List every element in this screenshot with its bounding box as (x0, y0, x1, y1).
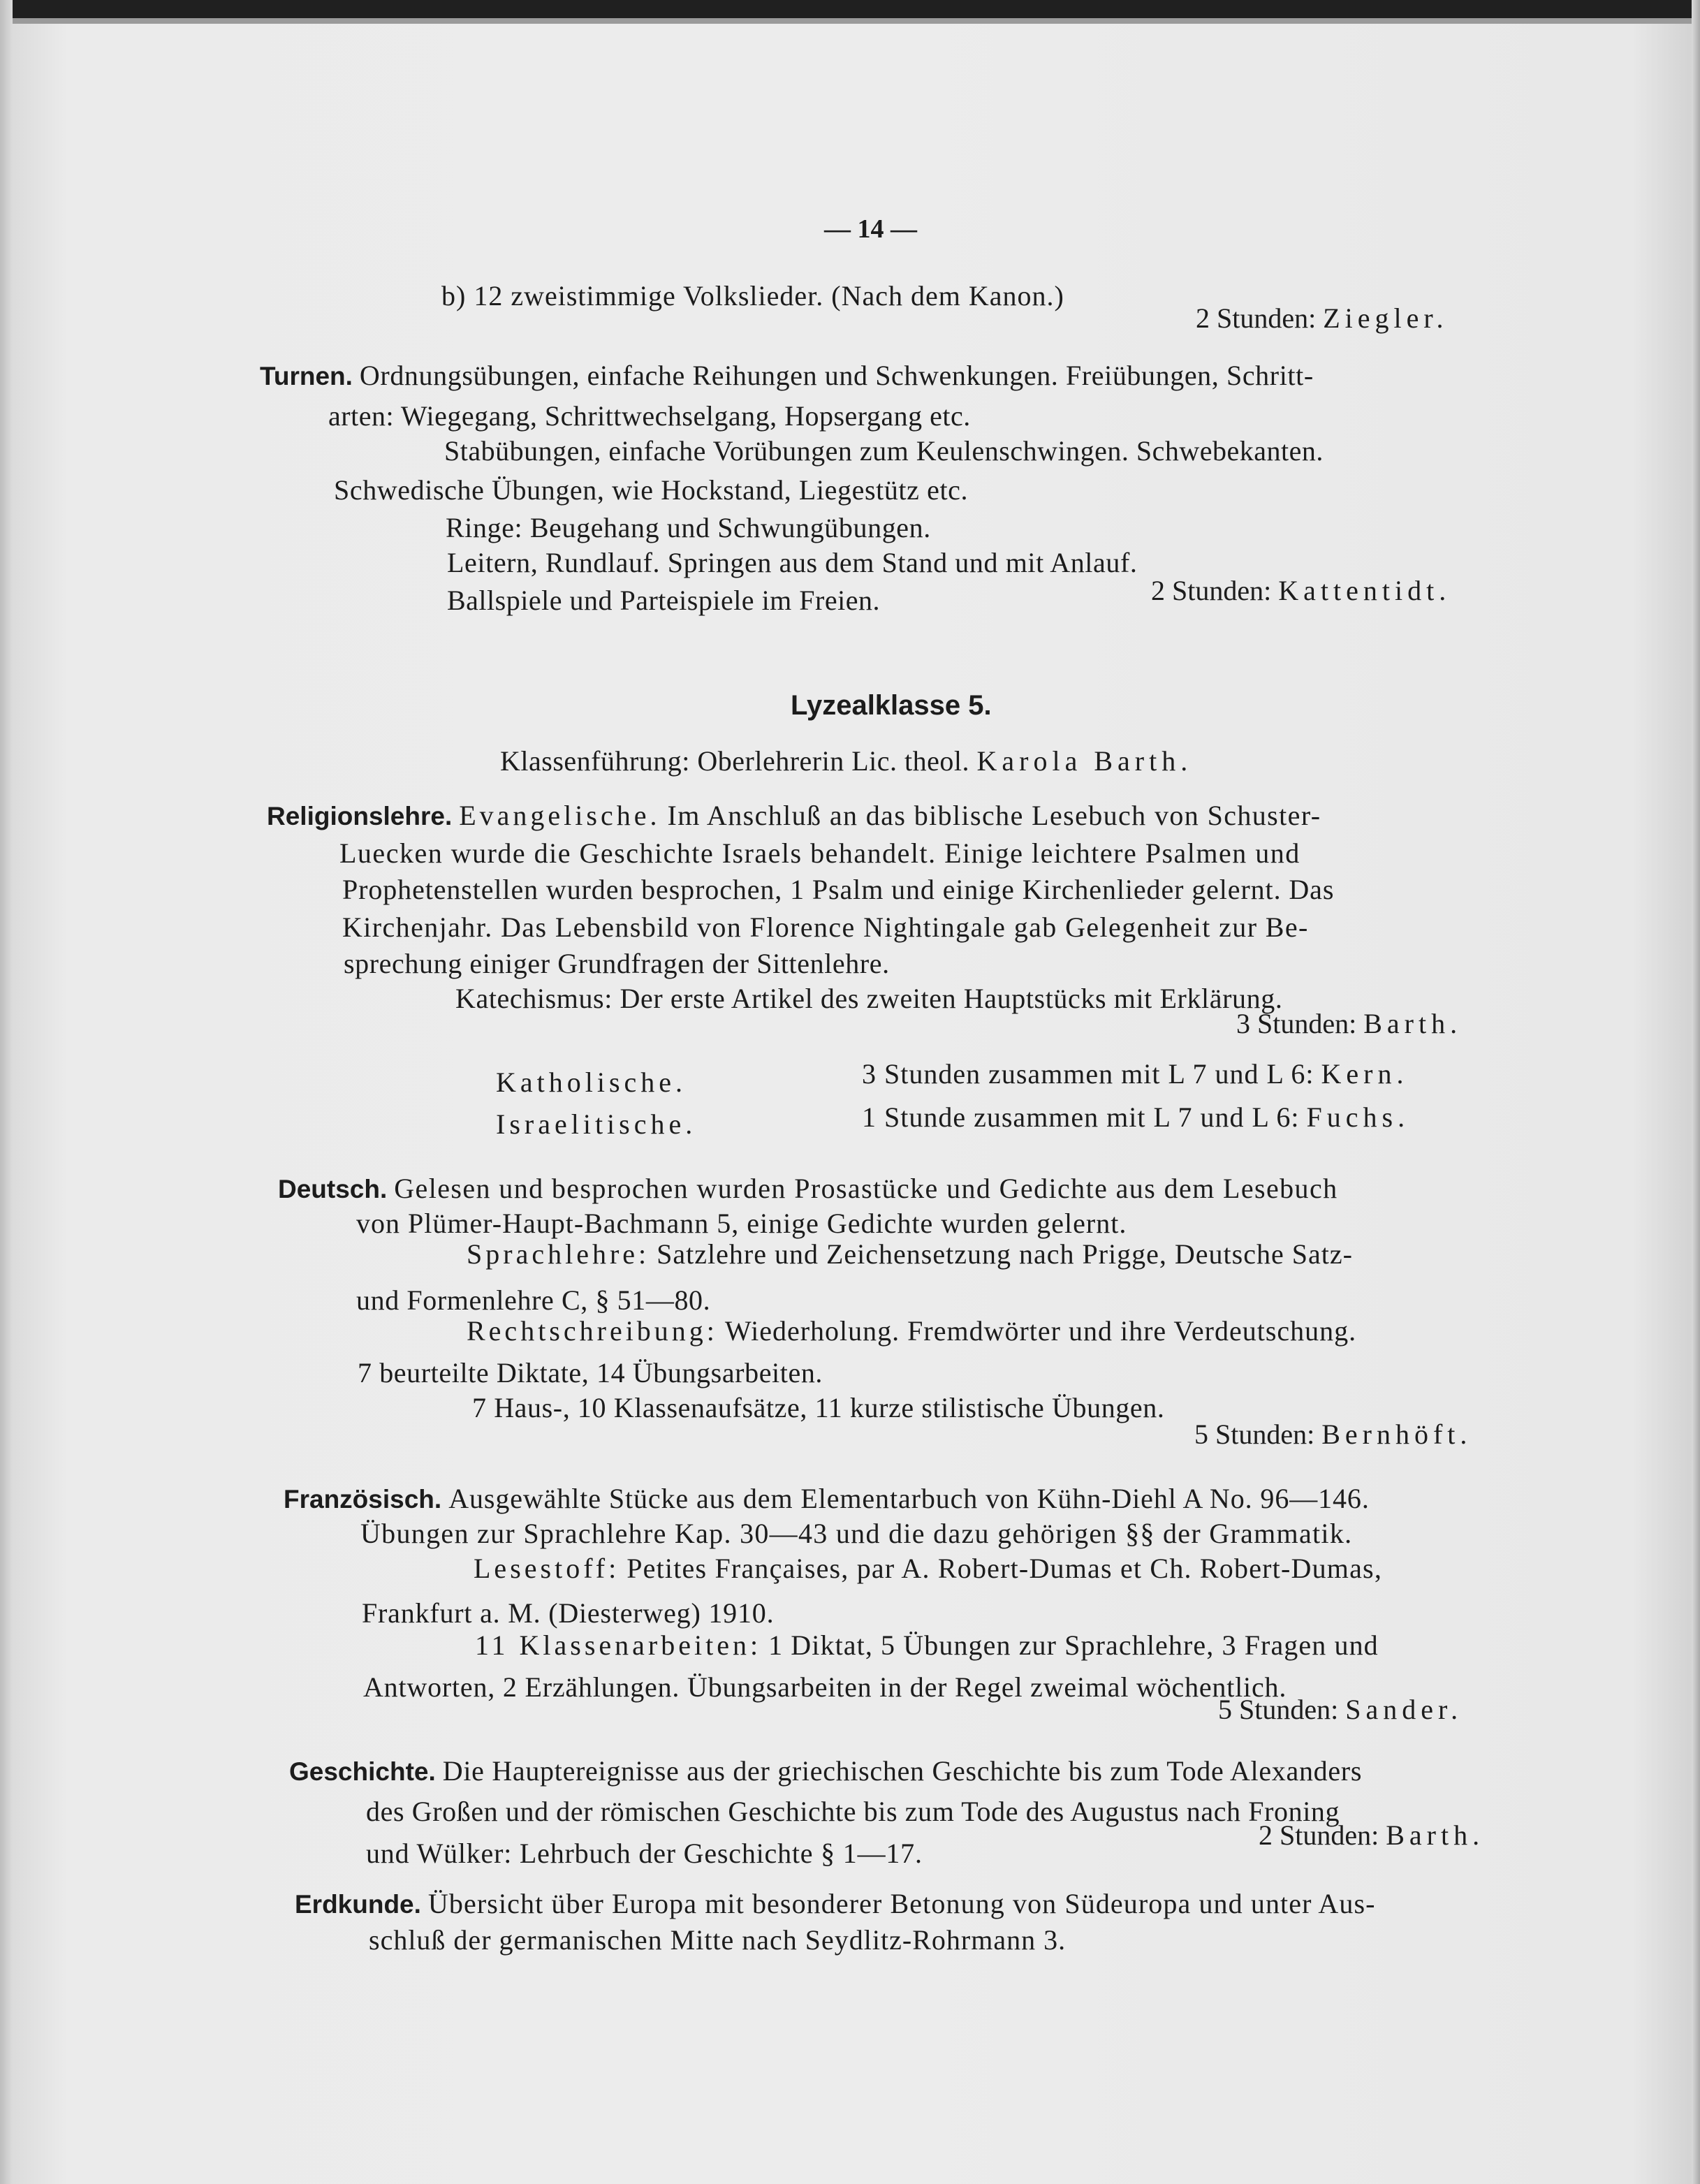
turnen-line-1 (260, 358, 1314, 395)
religion-line-6: Katechismus: Der erste Artikel des zweiten Hauptstücks mit Erklärung. (455, 983, 1283, 1014)
religion-sub: Evangelische. (459, 800, 661, 831)
geschichte-text: Die Hauptereignisse aus der griechischen Geschichte bis zum Tode Alexanders (442, 1755, 1363, 1787)
franz-heading: Französisch. (284, 1485, 442, 1514)
section-title: Lyzealklasse 5. (791, 690, 992, 721)
deutsch-line-7: 7 Haus-, 10 Klassenaufsätze, 11 kurze stilistische Übungen. (472, 1392, 1165, 1423)
teacher-name: Kattentidt. (1278, 575, 1451, 606)
franz-text: 1 Diktat, 5 Übungen zur Sprachlehre, 3 Fragen und (768, 1629, 1379, 1661)
religion-heading: Religionslehre. (267, 802, 453, 830)
leader-name: Karola Barth. (976, 745, 1193, 777)
franz-line-4: Frankfurt a. M. (Diesterweg) 1910. (362, 1597, 775, 1629)
geschichte-line-2: des Großen und der römischen Geschichte bis zum Tode des Augustus nach Froning (366, 1796, 1340, 1827)
scan-right-edge (1692, 0, 1700, 2184)
deutsch-hours (1194, 1416, 1472, 1453)
leader-label: Klassenführung: Oberlehrerin Lic. theol. (500, 745, 970, 777)
religion-line-3: Prophetenstellen wurden besprochen, 1 Psalm und einige Kirchenlieder gelernt. Das (342, 874, 1335, 905)
franz-line-6: Antworten, 2 Erzählungen. Übungsarbeiten in der Regel zweimal wöchentlich. (363, 1671, 1287, 1703)
franz-hours (1218, 1692, 1463, 1728)
scan-left-edge (0, 0, 13, 2184)
hours-label: 2 Stunden: (1151, 575, 1272, 606)
geschichte-line-1 (289, 1753, 1362, 1790)
geschichte-heading: Geschichte. (289, 1757, 436, 1786)
geschichte-hours (1259, 1817, 1484, 1854)
spaced-label: Lesestoff: (474, 1553, 620, 1584)
turnen-line-5: Ringe: Beugehang und Schwungübungen. (446, 512, 931, 543)
scan-top-shadow (0, 18, 1700, 24)
class-leader (500, 743, 1192, 779)
religion-text: Im Anschluß an das biblische Lesebuch von Schuster- (667, 800, 1321, 831)
song-line: b) 12 zweistimmige Volkslieder. (Nach dem Kanon.) (441, 280, 1064, 312)
erdkunde-heading: Erdkunde. (295, 1890, 421, 1919)
teacher-name: Kern. (1321, 1058, 1409, 1090)
erdkunde-line-1 (295, 1886, 1376, 1923)
franz-line-3 (474, 1551, 1382, 1587)
teacher-name: Barth. (1363, 1008, 1463, 1039)
hours-label: 2 Stunden: (1196, 302, 1317, 334)
hours-label: 5 Stunden: (1218, 1694, 1339, 1725)
religion-line-4: Kirchenjahr. Das Lebensbild von Florence Nightingale gab Gelegenheit zur Be- (342, 911, 1309, 943)
franz-line-1 (284, 1481, 1370, 1518)
israelitisch-text: 1 Stunde zusammen mit L 7 und L 6: (862, 1101, 1300, 1133)
deutsch-line-6: 7 beurteilte Diktate, 14 Übungsarbeiten. (358, 1357, 823, 1388)
scan-top-edge (0, 0, 1700, 18)
turnen-line-3: Stabübungen, einfache Vorübungen zum Keulenschwingen. Schwebekanten. (444, 435, 1324, 467)
hours-label: 5 Stunden: (1194, 1419, 1315, 1450)
turnen-line-2: arten: Wiegegang, Schrittwechselgang, Hopsergang etc. (328, 400, 971, 432)
spaced-label: Sprachlehre: (467, 1238, 650, 1270)
religion-line-2: Luecken wurde die Geschichte Israels behandelt. Einige leichtere Psalmen und (339, 837, 1300, 869)
teacher-name: Bernhöft. (1321, 1419, 1472, 1450)
franz-line-2: Übungen zur Sprachlehre Kap. 30—43 und die dazu gehörigen §§ der Grammatik. (360, 1518, 1353, 1549)
franz-text: Ausgewählte Stücke aus dem Elementarbuch von Kühn-Diehl A No. 96—146. (448, 1483, 1370, 1514)
page-number: — 14 — (824, 214, 917, 244)
religion-line-5: sprechung einiger Grundfragen der Sittenlehre. (344, 948, 890, 979)
deutsch-text: Gelesen und besprochen wurden Prosastücke und Gedichte aus dem Lesebuch (394, 1173, 1338, 1204)
turnen-hours (1151, 573, 1451, 609)
israelitisch-label: Israelitische. (496, 1108, 697, 1140)
deutsch-text: Satzlehre und Zeichensetzung nach Prigge, Deutsche Satz- (657, 1238, 1353, 1270)
katholisch-text: 3 Stunden zusammen mit L 7 und L 6: (862, 1058, 1314, 1090)
deutsch-text: Wiederholung. Fremdwörter und ihre Verdeutschung. (724, 1315, 1357, 1347)
deutsch-line-1 (278, 1171, 1338, 1208)
deutsch-line-2: von Plümer-Haupt-Bachmann 5, einige Gedichte wurden gelernt. (356, 1208, 1127, 1239)
teacher-name: Sander. (1345, 1694, 1463, 1725)
katholisch-hours (862, 1056, 1409, 1092)
spaced-label: 11 Klassenarbeiten: (475, 1629, 762, 1661)
franz-line-5 (475, 1627, 1379, 1664)
spaced-label: Rechtschreibung: (467, 1315, 718, 1347)
deutsch-heading: Deutsch. (278, 1175, 388, 1203)
hours-label: 3 Stunden: (1236, 1008, 1357, 1039)
hours-label: 2 Stunden: (1259, 1819, 1379, 1851)
katholisch-label: Katholische. (496, 1067, 687, 1098)
religion-hours (1236, 1006, 1462, 1042)
deutsch-line-5 (467, 1313, 1356, 1349)
turnen-text: Ordnungsübungen, einfache Reihungen und Schwenkungen. Freiübungen, Schritt- (359, 360, 1314, 391)
erdkunde-text: Übersicht über Europa mit besonderer Betonung von Südeuropa und unter Aus- (427, 1888, 1376, 1919)
deutsch-line-4: und Formenlehre C, § 51—80. (356, 1284, 711, 1316)
turnen-line-6: Leitern, Rundlauf. Springen aus dem Stand und mit Anlauf. (447, 547, 1138, 578)
deutsch-line-3 (467, 1236, 1353, 1273)
erdkunde-line-2: schluß der germanischen Mitte nach Seydlitz-Rohrmann 3. (369, 1924, 1067, 1956)
teacher-name: Barth. (1386, 1819, 1485, 1851)
teacher-name: Fuchs. (1306, 1101, 1410, 1133)
teacher-name: Ziegler. (1323, 302, 1449, 334)
franz-text: Petites Françaises, par A. Robert-Dumas et Ch. Robert-Dumas, (626, 1553, 1383, 1584)
turnen-line-7: Ballspiele und Parteispiele im Freien. (447, 585, 880, 616)
top-hours (1196, 300, 1449, 337)
religion-line-1 (267, 798, 1321, 835)
geschichte-line-3: und Wülker: Lehrbuch der Geschichte § 1—17. (366, 1838, 923, 1869)
turnen-line-4: Schwedische Übungen, wie Hockstand, Liegestütz etc. (334, 474, 969, 506)
israelitisch-hours (862, 1099, 1409, 1136)
turnen-heading: Turnen. (260, 362, 353, 390)
